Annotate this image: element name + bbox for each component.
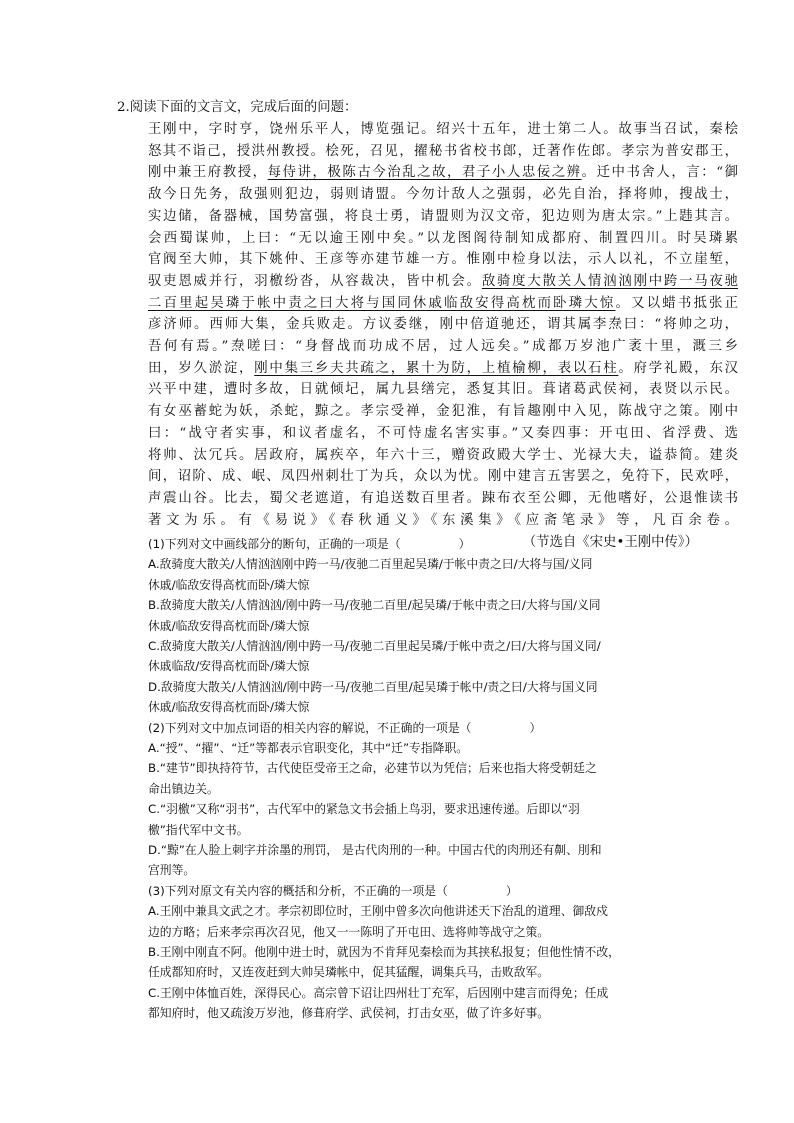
text-segment: 。迁中书舍人，言：“御: [581, 165, 738, 181]
underlined-segment: 二百里起吴璘于帐中责之曰大将与国同休戚临敌安得高枕而卧璘大惊: [148, 295, 616, 311]
stem-text: (2)下列对文中加点词语的相关内容的解说，不正确的一项是（: [148, 720, 472, 735]
option-line: B.敌骑度大散关/人情汹汹/刚中跨一马/夜驰二百里/起吴璘/于帐中责之曰/大将与国/义同: [148, 598, 601, 613]
passage-line: 王刚中，字时亨，饶州乐平人，博览强记。绍兴十五年，进士第二人。故事当召试，秦桧: [148, 122, 738, 137]
option-line: 命出镇边关。: [148, 781, 219, 796]
option-line: 休戚/临敌安得高枕而卧/璘大惊: [148, 700, 310, 715]
underlined-segment: 敌骑度大散关人情汹汹刚中跨一马夜驰: [481, 273, 739, 289]
option-line: 边的方略；后来孝宗再次召见，他又一一陈明了开屯田、选将帅等战守之策。: [148, 924, 550, 939]
option-line: 都知府时，他又疏浚万岁池，修葺府学、武侯祠，打击女巫，做了许多好事。: [148, 1006, 550, 1021]
stem-text: (3)下列对原文有关内容的概括和分析，不正确的一项是（: [148, 883, 448, 898]
option-line: D.敌骑度大散关/人情汹汹/刚中跨一马/夜驰二百里/起吴璘于帐中/责之曰/大将与国义同: [148, 679, 598, 694]
passage-line: 著文为乐。有《易说》《春秋通义》《东溪集》《应斋笔录》等，凡百余卷。: [148, 512, 738, 528]
stem-text: ）: [505, 883, 518, 898]
option-line: A.“授”、“擢”、“迁”等都表示官职变化，其中“迁”专指降职。: [148, 741, 469, 755]
passage-line: 彦济师。西师大集，金兵败走。方议委继，刚中倍道驰还，谓其属李焘曰：“将帅之功，: [148, 317, 738, 333]
passage-line: 将帅、汰冗兵。居政府，属疾卒，年六十三，赠资政殿大学士、光禄大夫，谥恭简。建炎: [148, 447, 738, 463]
passage-line: [148, 293, 738, 315]
option-line: 檄”指代军中文书。: [148, 822, 249, 837]
passage-line: 敌今日先务，敌强则犯边，弱则请盟。今勿计敌人之强弱，必先自治，择将帅，搜战士，: [148, 187, 738, 203]
option-line: C.敌骑度大散关/人情汹汹/刚中跨一马/夜驰二百里起吴璘/于帐中责之/曰/大将与国义同/: [148, 639, 601, 653]
stem-text: (1)下列对文中画线部分的断句，正确的一项是（: [148, 537, 401, 551]
option-line: A.王刚中兼具文武之才。孝宗初即位时，王刚中曾多次向他讲述天下治乱的道理、御敌戍: [148, 904, 608, 919]
sub-question-stem: [148, 533, 470, 555]
passage-line: [148, 358, 738, 380]
option-line: A.敌骑度大散关/人情汹汹刚中跨一马/夜驰二百里起吴璘/于帐中责之曰/大将与国/义同: [148, 557, 593, 572]
passage-line: 吾何有焉。”焘嗟曰：“身督战而功成不居，过人远矣。”成都万岁池广袤十里，溉三乡: [148, 339, 738, 354]
option-line: B.王刚中刚直不阿。他刚中进士时，就因为不肯拜见秦桧而为其挟私报复；但他性情不改，: [148, 945, 620, 959]
option-line: C.王刚中体恤百姓，深得民心。高宗曾下诏让四州壮丁充军，后因刚中建言而得免；任成: [148, 985, 609, 1000]
sub-question-stem: [148, 880, 518, 902]
option-line: 宫刑等。: [148, 863, 196, 878]
passage-line: 声震山谷。比去，蜀父老遮道，有追送数百里者。踈布衣至公卿，无他嗜好，公退惟读书: [148, 490, 738, 506]
text-segment: 田，岁久淤淀，: [148, 360, 255, 376]
underlined-segment: 刚中集三乡夫共疏之，累十为防，上植榆柳，表以石柱: [254, 360, 619, 376]
option-line: C.“羽檄”又称“羽书”，古代军中的紧急文书会插上鸟羽，要求迅速传递。后即以“羽: [148, 802, 580, 817]
text-segment: 。府学礼殿，东汉: [618, 360, 739, 376]
sub-question-stem: [148, 717, 541, 739]
passage-line: 会西蜀谋帅，上曰：“无以逾王刚中矣。”以龙图阁待制知成都府、制置四川。时吴璘累: [148, 230, 738, 246]
text-segment: 刚中兼王府教授，: [148, 165, 268, 181]
passage-line: 曰：“战守者实事，和议者虚名，不可恃虚名害实事。”又奏四事：开屯田、省浮费、选: [148, 425, 738, 441]
underlined-segment: 每侍讲，极陈古今治乱之故，君子小人忠佞之辨: [267, 165, 582, 181]
option-line: D.“黥”在人脸上刺字并涂墨的刑罚， 是古代肉刑的一种。中国古代的肉刑还有劓、刖和: [148, 843, 602, 857]
passage-line: 有女巫蓄蛇为妖，杀蛇，黥之。孝宗受禅，金犯淮，有旨趣刚中入见，陈战守之策。刚中: [148, 404, 738, 420]
question-heading: 2.阅读下面的文言文，完成后面的问题：: [117, 100, 358, 115]
option-line: B.“建节”即执持符节，古代使臣受帝王之命，必建节以为凭信；后来也指大将受朝廷之: [148, 761, 597, 776]
option-line: 任成都知府时，又连夜赶到大帅吴璘帐中，促其猛醒，调集兵马，击败敌军。: [148, 965, 550, 980]
option-line: 休戚临敌/安得高枕而卧/璘大惊: [148, 659, 310, 674]
stem-text: ）: [458, 537, 471, 551]
passage-line: [148, 162, 738, 184]
text-segment: 。又以蜡书抵张正: [615, 295, 739, 311]
option-line: 休戚/临敌安得高枕而卧/璘大惊: [148, 618, 310, 633]
passage-line: [148, 271, 738, 293]
passage-line: 怒其不诣己，授洪州教授。桧死，召见，擢秘书省校书郎，迁著作佐郎。孝宗为普安郡王，: [148, 143, 738, 159]
passage-line: 官阀至大帅，其下姚仲、王彦等亦建节雄一方。惟刚中检身以法，示人以礼，不立崖堑，: [148, 252, 738, 268]
source-citation: （节选自《宋史•王刚中传》）: [522, 535, 698, 551]
passage-line: 实边储，备器械，国势富强，将良士勇，请盟则为汉文帝，犯边则为唐太宗。”上韪其言。: [148, 208, 738, 224]
text-segment: 驭吏恩威并行，羽檄纷沓，从容裁决，皆中机会。: [148, 273, 482, 289]
stem-text: ）: [529, 720, 542, 735]
passage-line: 兴平中建，遭时多故，日就倾圮，属九县缮完，悉复其旧。葺诸葛武侯祠，表贤以示民。: [148, 382, 738, 398]
passage-line: 间，诏阶、成、岷、凤四州刺壮丁为兵，众以为忧。刚中建言五害罢之，免符下，民欢呼，: [148, 469, 738, 485]
option-line: 休戚/临敌安得高枕而卧/璘大惊: [148, 577, 310, 592]
